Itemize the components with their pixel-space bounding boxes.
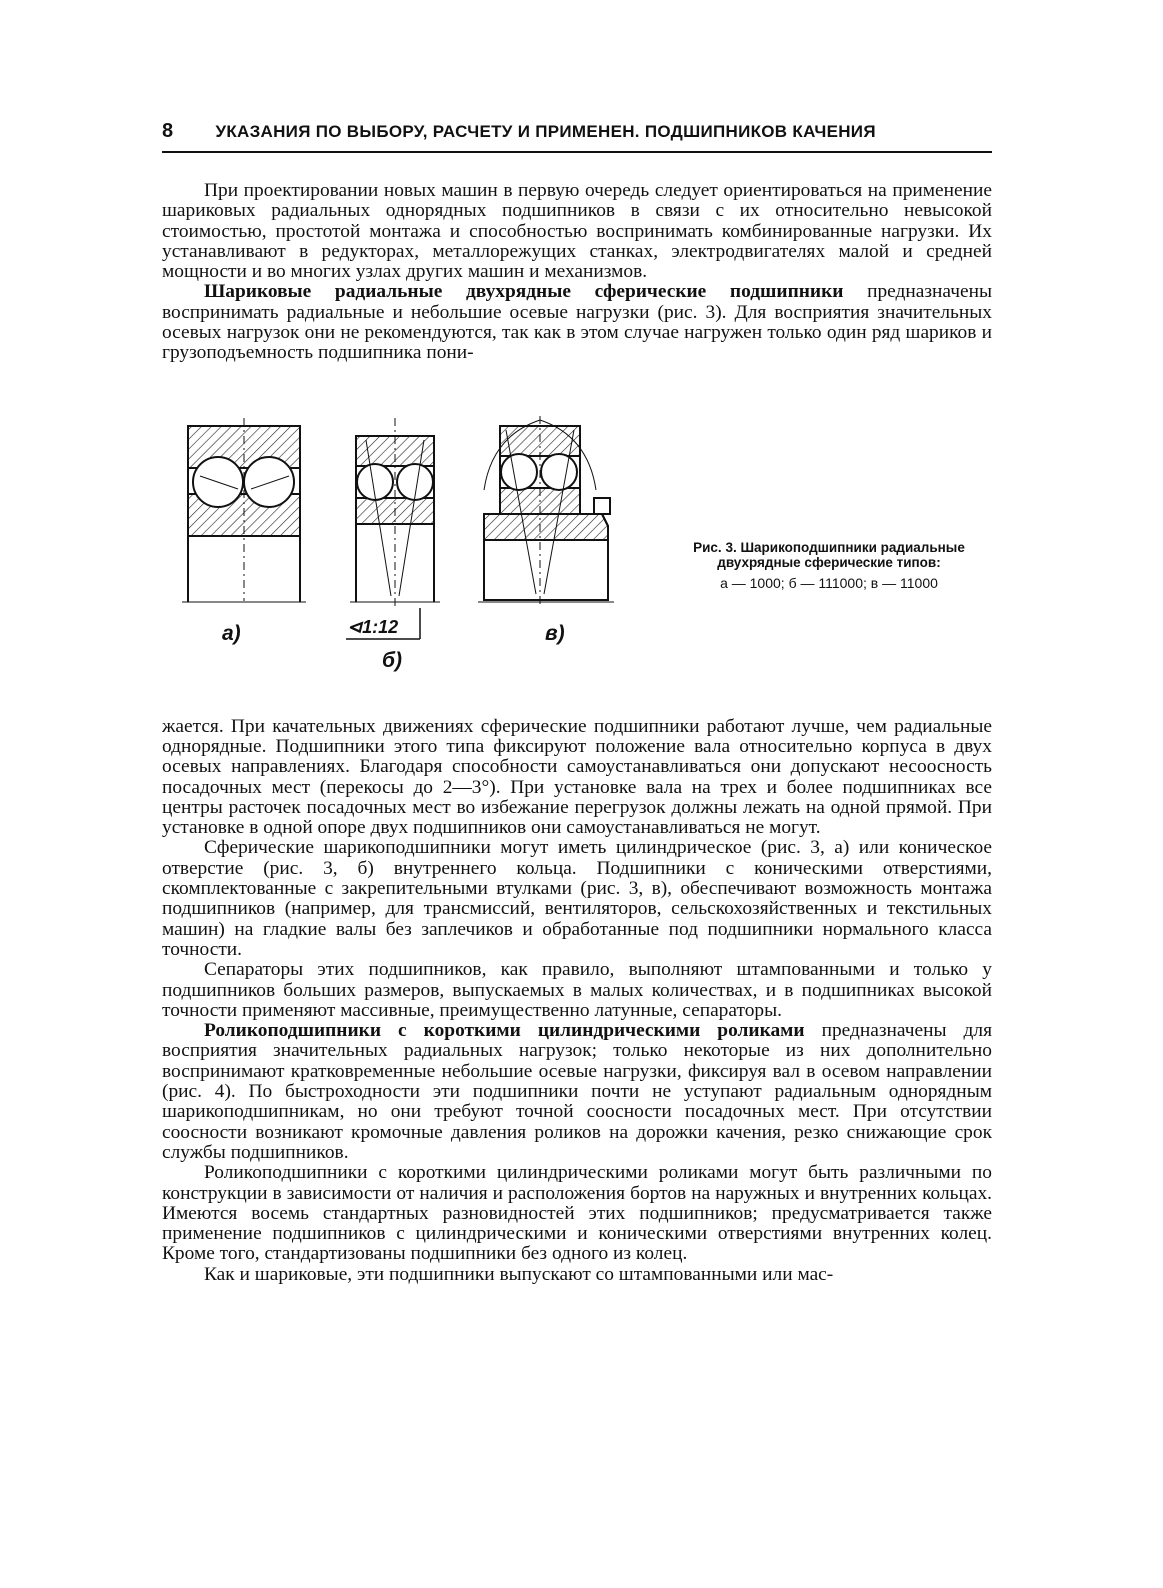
running-title: УКАЗАНИЯ ПО ВЫБОРУ, РАСЧЕТУ И ПРИМЕНЕН. ПОДШИПНИКОВ КАЧЕНИЯ xyxy=(215,122,876,141)
paragraph-lead: Шариковые радиальные двухрядные сферические подшипники xyxy=(204,281,844,303)
paragraph-text: Сферические шарикоподшипники могут иметь цилиндрическое (рис. 3, а) или коническое отверстие (рис. 3, б) внутреннего кольца. Подшипники с коническими отверстиями, скомплектованные с закрепительными втулками (рис. 3, в), обеспечивают возможность монтажа подшипников (например, для трансмиссий, вентиляторов, сельскохозяйственных и текстильных машин) на гладкие валы без заплечиков и обработанные под подшипники нормального класса точности. xyxy=(162,837,992,960)
running-header xyxy=(162,120,992,153)
figure-3 xyxy=(162,416,992,691)
page xyxy=(162,120,992,1285)
paragraph-text: предназначены воспринимать радиальные и небольшие осевые нагрузки (рис. 3). Для восприятия значительных осевых нагрузок они не рекомендуются, так как в этом случае нагружен только один ряд шариков и грузоподъемность подшипника пони- xyxy=(162,281,992,364)
label-v: в) xyxy=(545,621,565,645)
bearing-drawing-b xyxy=(350,418,440,606)
paragraph-text: жается. При качательных движениях сферические подшипники работают лучше, чем радиальные однорядные. Подшипники этого типа фиксируют положение вала относительно корпуса в двух осевых направлениях. Благодаря способности самоустанавливаться они допускают несоосность посадочных мест (перекосы до 2—3°). При установке вала на трех и более подшипниках все центры расточек посадочных мест во избежание перегрузок должны лежать на одной прямой. При установке в одной опоре двух подшипников они самоустанавливаться не могут. xyxy=(162,715,992,839)
paragraph-text: Сепараторы этих подшипников, как правило, выполняют штампованными и только у подшипников больших размеров, выпускаемых в малых количествах, и в подшипниках высокой точности применяют массивные, преимущественно латунные, сепараторы. xyxy=(162,959,992,1021)
label-a: а) xyxy=(222,621,241,645)
bearing-drawing-a xyxy=(182,418,306,602)
paragraph xyxy=(162,1021,992,1163)
paragraph xyxy=(162,717,992,839)
bearing-drawing-v xyxy=(478,416,614,606)
taper-ratio: ⊲1:12 xyxy=(347,616,399,637)
caption-title: Рис. 3. Шарикоподшипники радиальные двухрядные сферические типов: xyxy=(693,539,965,570)
text-block-top xyxy=(162,181,992,364)
paragraph xyxy=(162,282,992,363)
paragraph-text: предназначены для восприятия значительных радиальных нагрузок; только некоторые из них дополнительно воспринимают кратковременные небольшие осевые нагрузки, фиксируя вал в осевом направлении (рис. 4). По быстроходности эти подшипники почти не уступают радиальным однорядным шарикоподшипникам, но они требуют точной соосности посадочных мест. При отсутствии соосности возникают кромочные давления роликов на дорожки качения, резко снижающие срок службы подшипников. xyxy=(162,1020,993,1163)
paragraph xyxy=(162,838,992,960)
label-b: б) xyxy=(382,648,402,672)
paragraph-lead: Роликоподшипники с короткими цилиндрическими роликами xyxy=(204,1020,805,1042)
paragraph-text: Как и шариковые, эти подшипники выпускают со штампованными или мас- xyxy=(204,1263,834,1285)
paragraph-text: Роликоподшипники с короткими цилиндрическими роликами могут быть различными по конструкции в зависимости от наличия и расположения бортов на наружных и внутренних кольцах. Имеются восемь стандартных разновидностей этих подшипников; предусматривается также применение подшипников с цилиндрическими и коническими отверстиями внутренних колец. Кроме того, стандартизованы подшипники без одного из колец. xyxy=(162,1162,992,1265)
page-number: 8 xyxy=(162,120,174,142)
paragraph-text: При проектировании новых машин в первую очередь следует ориентироваться на применение шариковых радиальных однорядных подшипников в связи с их относительно невысокой стоимостью, простотой монтажа и способностью воспринимать комбинированные нагрузки. Их устанавливают в редукторах, металлорежущих станках, электродвигателях малой и средней мощности и во многих узлах других машин и механизмов. xyxy=(162,180,992,283)
bearing-drawings xyxy=(162,416,662,691)
text-block-bottom xyxy=(162,717,992,1285)
paragraph xyxy=(162,960,992,1021)
paragraph xyxy=(162,181,992,282)
figure-caption xyxy=(665,540,993,591)
caption-types: а — 1000; б — 111000; в — 11000 xyxy=(720,574,938,591)
paragraph xyxy=(162,1163,992,1264)
paragraph xyxy=(162,1265,992,1285)
